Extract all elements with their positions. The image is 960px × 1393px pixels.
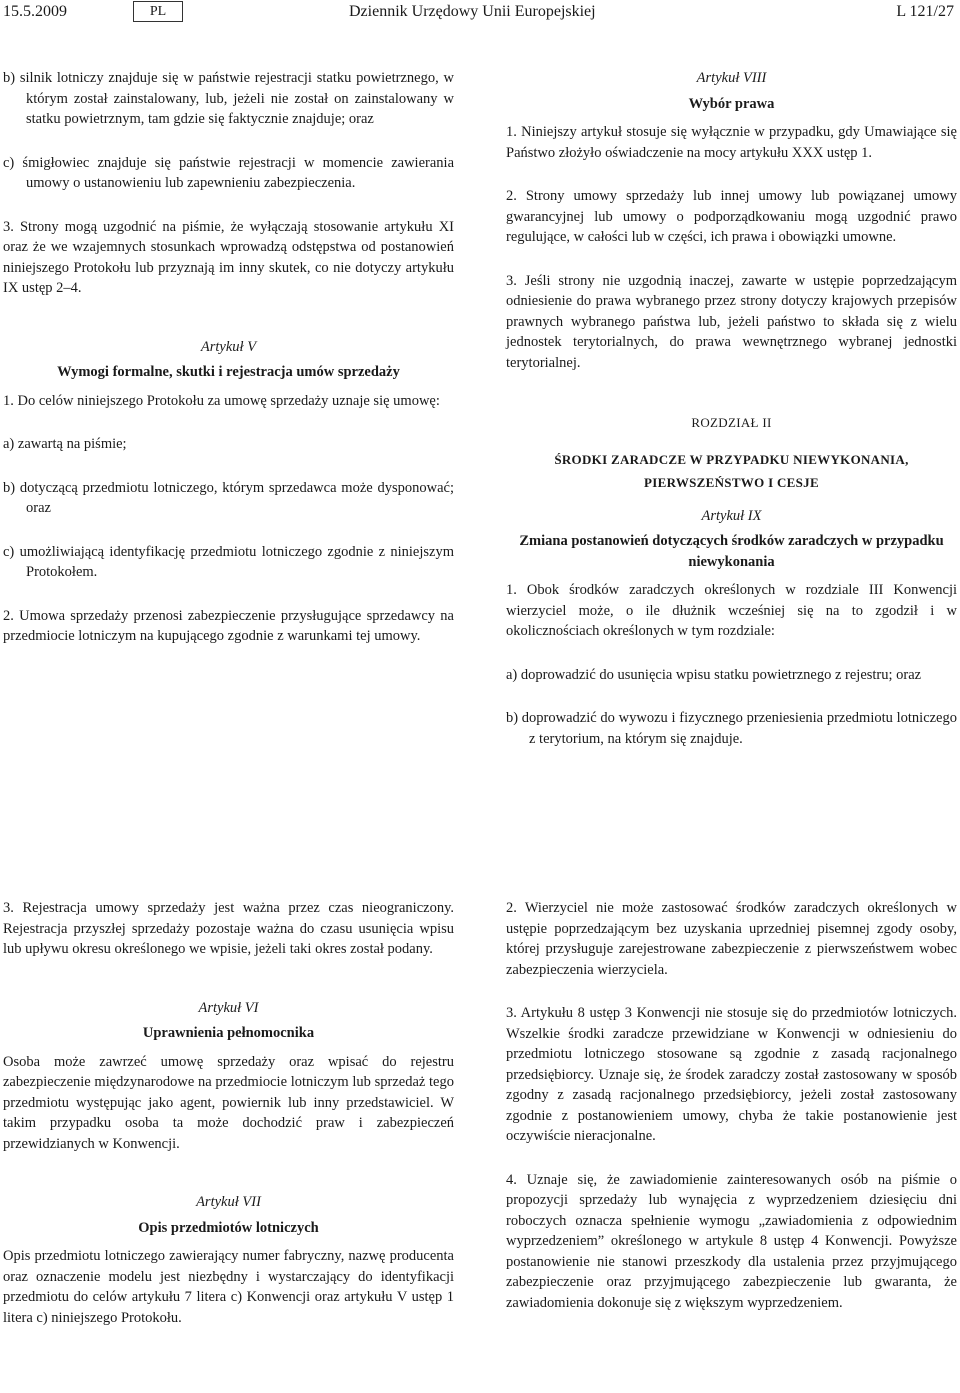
article-title: Uprawnienia pełnomocnika xyxy=(142,1025,315,1041)
paragraph: 2. Strony umowy sprzedaży lub innej umowy lub powiązanej umowy gwarancyjnej lub umowy o podporządkowaniu mogą uzgodnić prawo regulujące, w całości lub w części, ich prawa i obowiązki umowne. xyxy=(506,188,957,245)
paragraph: c) śmigłowiec znajduje się państwie rejestracji w momencie zawierania umowy o ustanowieniu lub zapewnieniu zabezpieczenia. xyxy=(3,154,454,191)
article-title: Opis przedmiotów lotniczych xyxy=(138,1219,319,1236)
paragraph: a) zawartą na piśmie; xyxy=(3,436,127,452)
paragraph: b) silnik lotniczy znajduje się w państwie rejestracji statku powietrznego, w którym został zainstalowany, lub, jeżeli nie został on zainstalowany w statku powietrznym, tam gdzie się faktycznie znajduje; oraz xyxy=(3,70,454,127)
chapter-title-line: PIERWSZEŃSTWO I CESJE xyxy=(644,474,819,490)
language-badge: PL xyxy=(133,1,183,22)
column-top-left xyxy=(3,68,454,670)
column-bottom-right xyxy=(506,898,957,1336)
paragraph: Opis przedmiotu lotniczego zawierający numer fabryczny, nazwę producenta oraz oznaczenie modelu jest niezbędny i wystarczający do identyfikacji przedmiotu do celów artykułu 7 litera c) Konwencji oraz artykułu V ustęp 1 litera c) niniejszego Protokołu. xyxy=(3,1248,454,1326)
paragraph: 1. Do celów niniejszego Protokołu za umowę sprzedaży uznaje się umowę: xyxy=(3,392,440,409)
paragraph: 4. Uznaje się, że zawiadomienie zainteresowanych osób na piśmie o propozycji sprzedaży lub wynajęcia z wyprzedzeniem dziesięciu dni roboczych oznacza spełnienie wymogu „zawiadomienia z odpowiednim wyprzedzeniem” określonego w artykule 8 ustęp 4 Konwencji. Powyższe postanowienie nie stanowi przeszkody dla ustalenia przez przyjmującego zabezpieczenie oraz przyjmującego zabezpieczenie lub gwaranta, że zawiadomienia dokonuje się z większym wyprzedzeniem. xyxy=(506,1171,957,1311)
article-heading: Artykuł IX xyxy=(701,507,762,524)
paragraph: b) doprowadzić do wywozu i fizycznego przeniesienia przedmiotu lotniczego z terytorium, na którym się znajduje. xyxy=(506,710,957,747)
article-heading: Artykuł VII xyxy=(196,1194,261,1210)
publication-date: 15.5.2009 xyxy=(3,3,67,20)
paragraph: 3. Jeśli strony nie uzgodnią inaczej, zawarte w ustępie poprzedzającym odniesienie do prawa wybranego przez strony dotyczy krajowych przepisów prawnych wybranego państwa lub, jeżeli państwo to składa się z wielu jednostek terytorialnych, do prawa wewnętrznego wybranej jednostki terytorialnej. xyxy=(506,272,957,371)
paragraph: 1. Niniejszy artykuł stosuje się wyłącznie w przypadku, gdy Umawiające się Państwo złożyło oświadczenie na mocy artykułu XXX ustęp 1. xyxy=(506,124,957,161)
page-header xyxy=(0,0,960,22)
paragraph: 3. Rejestracja umowy sprzedaży jest ważna przez czas nieograniczony. Rejestracja przyszłej sprzedaży pozostaje ważna do czasu usunięcia wpisu lub upływu okresu określonego we wpisie, jeżeli taki okres został podany. xyxy=(3,900,454,957)
paragraph: Osoba może zawrzeć umowę sprzedaży oraz wpisać do rejestru zabezpieczenie międzynarodowe na przedmiocie lotniczym lub sprzedaż tego przedmiotu występując jako agent, powiernik lub inny przedstawiciel. W takim przypadku osoba ta może dochodzić praw i zabezpieczeń przewidzianych w Konwencji. xyxy=(3,1053,454,1152)
paragraph: a) doprowadzić do usunięcia wpisu statku powietrznego z rejestru; oraz xyxy=(506,666,922,683)
column-top-right xyxy=(506,68,957,772)
paragraph: 2. Umowa sprzedaży przenosi zabezpieczenie przysługujące sprzedawcy na przedmiocie lotniczym na kupującego zgodnie z warunkami tej umowy. xyxy=(3,607,454,644)
chapter-title-line: ŚRODKI ZARADCZE W PRZYPADKU NIEWYKONANIA, xyxy=(554,451,909,467)
paragraph: c) umożliwiającą identyfikację przedmiotu lotniczego zgodnie z niniejszym Protokołem. xyxy=(3,543,454,580)
column-bottom-left xyxy=(3,898,454,1351)
article-heading: Artykuł VIII xyxy=(696,70,767,86)
article-title: Wymogi formalne, skutki i rejestracja umów sprzedaży xyxy=(57,364,400,380)
article-title: Zmiana postanowień dotyczących środków zaradczych w przypadku niewykonania xyxy=(519,533,944,570)
article-title: Wybór prawa xyxy=(688,95,775,112)
chapter-heading: ROZDZIAŁ II xyxy=(691,415,772,430)
paragraph: b) dotyczącą przedmiotu lotniczego, którym sprzedawca może dysponować; oraz xyxy=(3,479,454,516)
page-number: L 121/27 xyxy=(896,3,954,20)
paragraph: 3. Strony mogą uzgodnić na piśmie, że wyłączają stosowanie artykułu XI oraz że we wzajemnych stosunkach wprowadzą odstępstwa od postanowień niniejszego Protokołu lub przyznają im inny skutek, co nie dotyczy artykułu IX ustęp 2–4. xyxy=(3,218,454,296)
journal-title: Dziennik Urzędowy Unii Europejskiej xyxy=(349,3,596,20)
paragraph: 3. Artykułu 8 ustęp 3 Konwencji nie stosuje się do przedmiotów lotniczych. Wszelkie środki zaradcze przewidziane w Konwencji w odniesieniu do przedmiotu lotniczego stosowane są zgodnie z zasadą racjonalnego przedsiębiorcy. Uznaje się, że środek zaradczy został zastosowany w sposób zgodny z zasadą racjonalnego przedsiębiorcy, jeżeli został zastosowany zgodnie z postanowieniem umowy, chyba że takie postanowienie jest oczywiście nieracjonalne. xyxy=(506,1005,957,1144)
article-heading: Artykuł V xyxy=(200,338,257,355)
paragraph: 2. Wierzyciel nie może zastosować środków zaradczych określonych w ustępie poprzedzającym bez uzyskania uprzedniej pisemnej zgody osoby, której przysługuje zarejestrowane zabezpieczenie z pierwszeństwem wobec zabezpieczenia wierzyciela. xyxy=(506,900,957,978)
article-heading: Artykuł VI xyxy=(198,999,259,1016)
paragraph: 1. Obok środków zaradczych określonych w rozdziale III Konwencji wierzyciel może, o ile dłużnik wcześniej się na to zgodził i w okolicznościach określonych w tym rozdziale: xyxy=(506,582,957,639)
